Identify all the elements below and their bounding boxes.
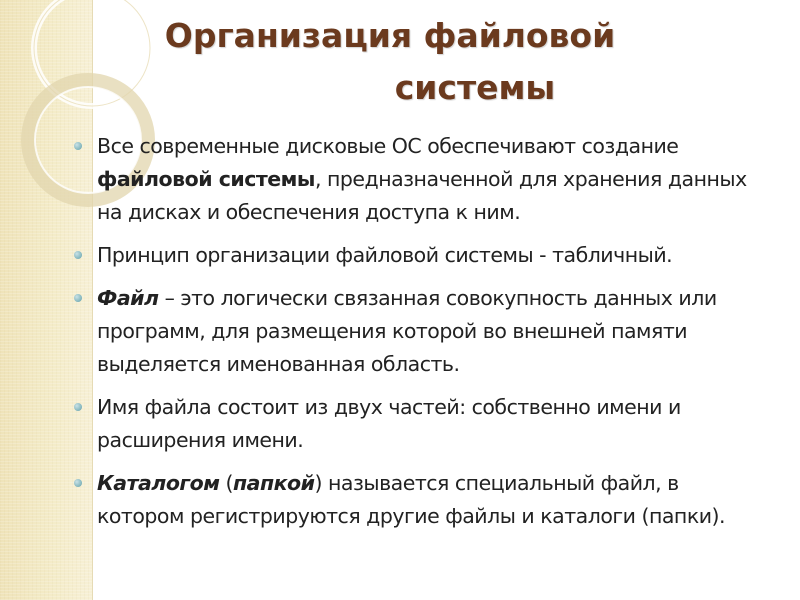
- bullet-text: (: [219, 471, 233, 495]
- bullet-list: [72, 130, 762, 543]
- bullet-item-3: [72, 282, 762, 381]
- bullet-text: – это логически связанная совокупность данных или программ, для размещения которой во внешней памяти выделяется именованная область.: [97, 286, 717, 376]
- bullet-item-1: [72, 130, 762, 229]
- bullet-text: Все современные дисковые ОС обеспечивают создание: [97, 134, 679, 158]
- slide-title: [130, 10, 650, 114]
- bullet-text: Имя файла состоит из двух частей: собственно имени и расширения имени.: [97, 395, 681, 452]
- bullet-dot-icon: [74, 479, 82, 487]
- bullet-text: , предназначенной для хранения данных на дисках и обеспечения доступа к ним.: [97, 167, 747, 224]
- term-file: Файл: [97, 286, 159, 310]
- bullet-dot-icon: [74, 142, 82, 150]
- term-catalog: Каталогом: [97, 471, 220, 495]
- bullet-item-4: [72, 391, 762, 457]
- bullet-item-2: [72, 239, 762, 272]
- term-folder: папкой: [232, 471, 315, 495]
- bullet-item-5: [72, 467, 762, 533]
- bullet-text: Принцип организации файловой системы - табличный.: [97, 243, 673, 267]
- bullet-dot-icon: [74, 251, 82, 259]
- bullet-dot-icon: [74, 403, 82, 411]
- title-line-1: Организация файловой: [164, 16, 616, 55]
- bullet-text: ) называется специальный файл, в котором регистрируются другие файлы и каталоги (папки).: [97, 471, 726, 528]
- title-line-2: системы: [394, 68, 556, 107]
- term-file-system: файловой системы: [97, 167, 315, 191]
- bullet-dot-icon: [74, 294, 82, 302]
